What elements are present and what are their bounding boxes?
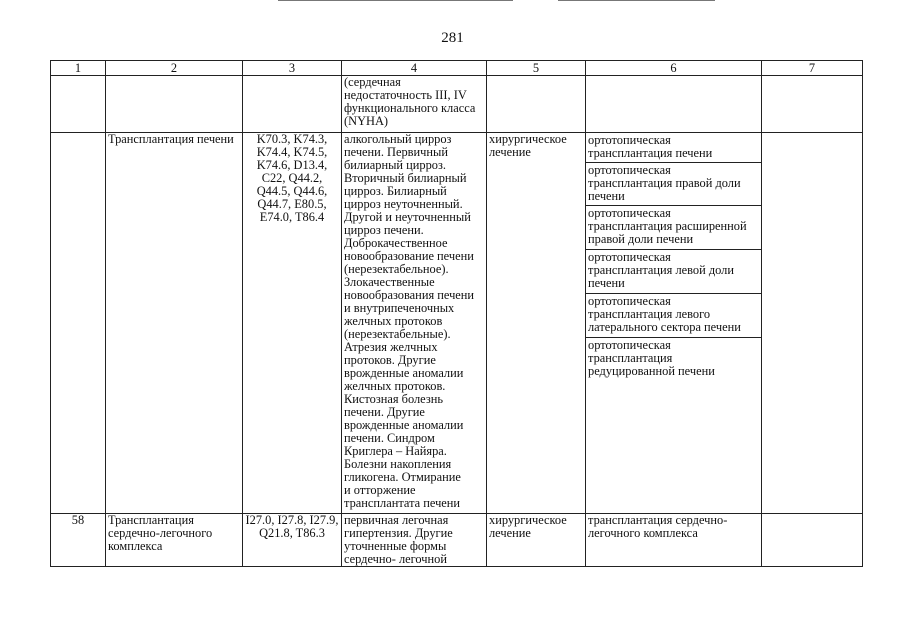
method-item: ортотопическая трансплантация левого латерального сектора печени bbox=[586, 294, 761, 338]
cell-number bbox=[51, 133, 106, 514]
table-header-row bbox=[51, 61, 863, 76]
cell-diagnosis: первичная легочная гипертензия. Другие уточненные формы сердечно- легочной bbox=[342, 514, 487, 567]
cell-extra bbox=[762, 133, 863, 514]
col-header-2: 2 bbox=[106, 61, 243, 76]
method-item: ортотопическая трансплантация расширенной правой доли печени bbox=[586, 206, 761, 250]
top-rule-left bbox=[278, 0, 513, 1]
col-header-1: 1 bbox=[51, 61, 106, 76]
cell-treatment: хирургическое лечение bbox=[487, 133, 586, 514]
cell-methods bbox=[586, 133, 762, 514]
method-item: ортотопическая трансплантация печени bbox=[586, 133, 761, 163]
cell-treatment: хирургическое лечение bbox=[487, 514, 586, 567]
procedures-table bbox=[50, 60, 863, 567]
table-row-58 bbox=[51, 514, 863, 567]
cell-codes: K70.3, K74.3, K74.4, K74.5, K74.6, D13.4, C22, Q44.2, Q44.5, Q44.6, Q44.7, E80.5, E74.0, T86.4 bbox=[243, 133, 342, 514]
cell-name bbox=[106, 76, 243, 133]
cell-name: Трансплантация печени bbox=[106, 133, 243, 514]
method-item: ортотопическая трансплантация редуцированной печени bbox=[588, 338, 715, 378]
col-header-5: 5 bbox=[487, 61, 586, 76]
cell-method bbox=[586, 76, 762, 133]
cell-extra bbox=[762, 76, 863, 133]
cell-method: трансплантация сердечно- легочного комплекса bbox=[586, 514, 762, 567]
table-row-continuation bbox=[51, 76, 863, 133]
col-header-3: 3 bbox=[243, 61, 342, 76]
table-row-liver bbox=[51, 133, 863, 514]
cell-diagnosis: алкогольный цирроз печени. Первичный билиарный цирроз. Вторичный билиарный цирроз. Билиарный цирроз неуточненный. Другой и неуточненный цирроз печени. Доброкачественное новообразование печени (нерезектабельное). Злокачественные новообразования печени и внутрипеченочных желчных протоков (нерезектабельные). Атрезия желчных протоков. Другие врожденные аномалии желчных протоков. Кистозная болезнь печени. Другие врожденные аномалии печени. Синдром Криглера – Найяра. Болезни накопления гликогена. Отмирание и отторжение трансплантата печени bbox=[342, 133, 487, 514]
cell-extra bbox=[762, 514, 863, 567]
page-number: 281 bbox=[441, 30, 464, 46]
cell-diagnosis: (сердечная недостаточность III, IV функционального класса (NYHA) bbox=[342, 76, 487, 133]
method-item: ортотопическая трансплантация левой доли печени bbox=[586, 250, 761, 294]
cell-treatment bbox=[487, 76, 586, 133]
cell-name: Трансплантация сердечно-легочного комплекса bbox=[106, 514, 243, 567]
col-header-7: 7 bbox=[762, 61, 863, 76]
method-item: ортотопическая трансплантация правой доли печени bbox=[586, 163, 761, 206]
cell-number bbox=[51, 76, 106, 133]
cell-number: 58 bbox=[51, 514, 106, 567]
cell-codes bbox=[243, 76, 342, 133]
col-header-4: 4 bbox=[342, 61, 487, 76]
cell-codes: I27.0, I27.8, I27.9, Q21.8, T86.3 bbox=[243, 514, 342, 567]
top-rule-right bbox=[558, 0, 715, 1]
col-header-6: 6 bbox=[586, 61, 762, 76]
